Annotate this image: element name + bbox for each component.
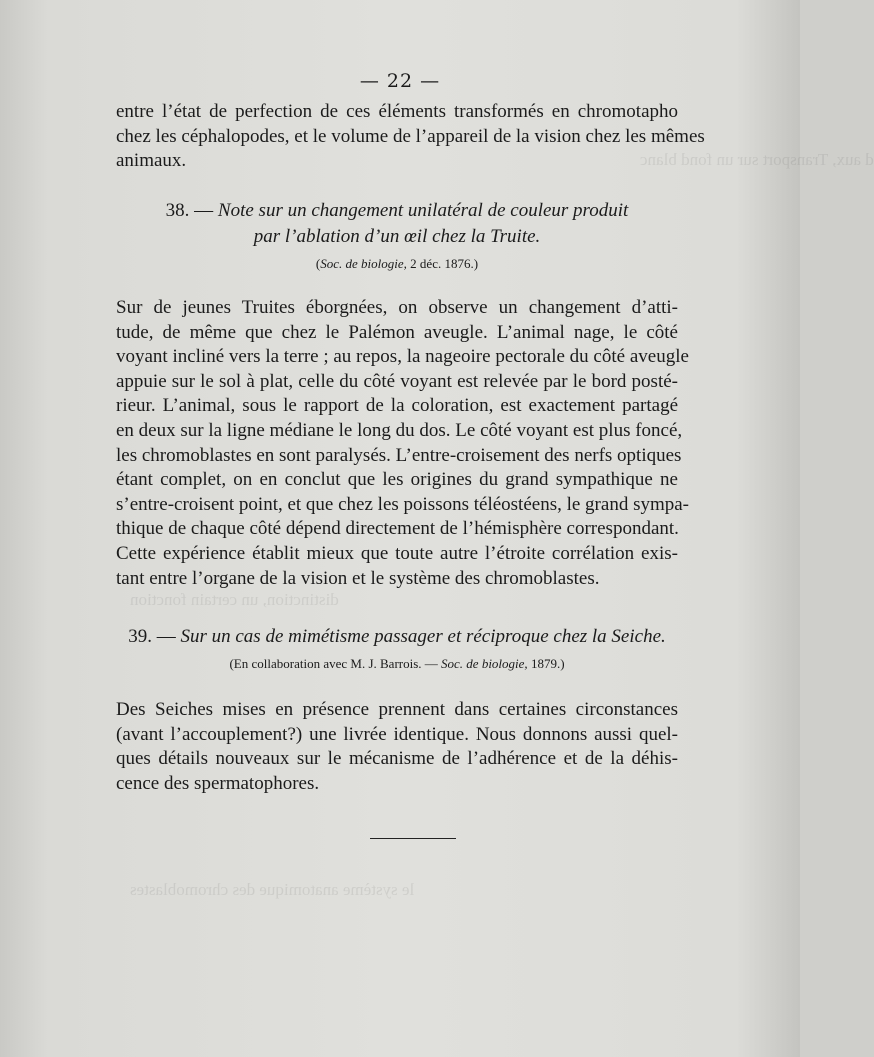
text-line: voyant incliné vers la terre ; au repos, la nageoire pectorale du côté aveugle (116, 346, 689, 368)
text-line: Sur de jeunes Truites éborgnées, on observe un changement d’atti- (116, 297, 678, 318)
source-journal: Soc. de biologie, (441, 656, 528, 671)
section-title: Note sur un changement unilatéral de couleur produit (217, 200, 629, 221)
source-year: 1879.) (530, 656, 565, 671)
text-line: chez les céphalopodes, et le volume de l’appareil de la vision chez les mêmes (116, 125, 705, 147)
text-line: Cette expérience établit mieux que toute autre l’étroite corrélation exis- (116, 542, 678, 564)
text-line: tude, de même que chez le Palémon aveugle. L’animal nage, le côté (116, 321, 678, 343)
text-line: animaux. (116, 150, 187, 172)
text-line: rieur. L’animal, sous le rapport de la coloration, est exactement partagé (116, 395, 678, 417)
section-title: Sur un cas de mimétisme passager et réciproque chez la Seiche. (180, 626, 666, 647)
text-line: s’entre-croisent point, et que chez les poissons téléostéens, le grand sympa- (116, 493, 689, 515)
text-line: appuie sur le sol à plat, celle du côté voyant est relevée par le bord posté- (116, 370, 678, 392)
text-line: thique de chaque côté dépend directement de l’hémisphère correspondant. (116, 518, 679, 540)
text-line: (avant l’accouplement?) une livrée identique. Nous donnons aussi quel- (116, 723, 678, 745)
text-line: Des Seiches mises en présence prennent dans certaines circonstances (116, 699, 678, 720)
text-line: entre l’état de perfection de ces éléments transformés en chromotapho (116, 101, 678, 122)
section-38-paragraph (116, 296, 689, 591)
section-source: (Soc. de biologie, 2 déc. 1876.) (315, 256, 479, 271)
document-page: d aux, Transport sur un fond blanc distinction, un certain fonction le système anatomique des chromoblastes — 22 — entre l’état de perfection de ces éléments transformés en chromotapho chez les céphalopodes, et le volume de l’appareil de la vision chez les mêmes animaux. 38. — Note sur un changement unilatéral de couleur produit par l’ablation d’un œil chez la Truite. (Soc. de biologie, 2 déc. 1876.) Sur de jeunes Truites éborgnées, on observe un changement d’atti- tude, de même que chez le Palémon aveugle. L’animal nage, le côté voyant incliné vers la terre ; au repos, la nageoire pectorale du côté aveugle appuie sur le sol à plat, celle du côté voyant est relevée par le bord posté- rieur. L’animal, sous le rapport de la coloration, est exactement partagé en deux sur la ligne médiane le long du dos. Le côté voyant est plus foncé, les chromoblastes en sont paralysés. L’entre-croisement des nerfs optiques étant complet, on en conclut que les origines du grand sympathique ne s’entre-croisent point, et que chez les poissons téléostéens, le grand sympa- thique de chaque côté dépend directement de l’hémisphère correspondant. Cette expérience établit mieux que toute autre l’étroite corrélation exis- tant entre l’organe de la vision et le système des chromoblastes. 39. — Sur un cas de mimétisme passager et réciproque chez la Seiche. (En collaboration avec M. J. Barrois. — Soc. de biologie, 1879.) Des Seiches mises en présence prennent dans certaines circonstances (avant l’accouplement?) une livrée identique. Nous donnons aussi quel- ques détails nouveaux sur le mécanisme de l’adhérence et de la déhis- cence des spermatophores. (0, 0, 800, 1057)
end-rule (370, 838, 456, 839)
text-line: étant complet, on en conclut que les origines du grand sympathique ne (116, 469, 678, 491)
section-number: 38. — (165, 200, 214, 221)
text-line: ques détails nouveaux sur le mécanisme de l’adhérence et de la déhis- (116, 748, 678, 770)
section-title-continued: par l’ablation d’un œil chez la Truite. (253, 226, 541, 247)
section-number: 39. — (128, 626, 176, 647)
text-line: tant entre l’organe de la vision et le système des chromoblastes. (116, 567, 600, 589)
text-line: cence des spermatophores. (116, 772, 320, 794)
source-date: 2 déc. 1876. (410, 256, 474, 271)
text-line: en deux sur la ligne médiane le long du dos. Le côté voyant est plus foncé, (116, 419, 683, 441)
text-line: les chromoblastes en sont paralysés. L’entre-croisement des nerfs optiques (116, 444, 682, 466)
page-number: — 22 — (359, 70, 441, 92)
intro-paragraph (116, 100, 705, 174)
source-collaboration: (En collaboration avec M. J. Barrois. — (229, 656, 438, 671)
section-39-heading (116, 624, 678, 672)
section-source (116, 656, 678, 672)
section-38-heading (116, 198, 678, 272)
source-journal: Soc. de biologie, (320, 256, 407, 271)
section-39-paragraph (116, 698, 678, 796)
